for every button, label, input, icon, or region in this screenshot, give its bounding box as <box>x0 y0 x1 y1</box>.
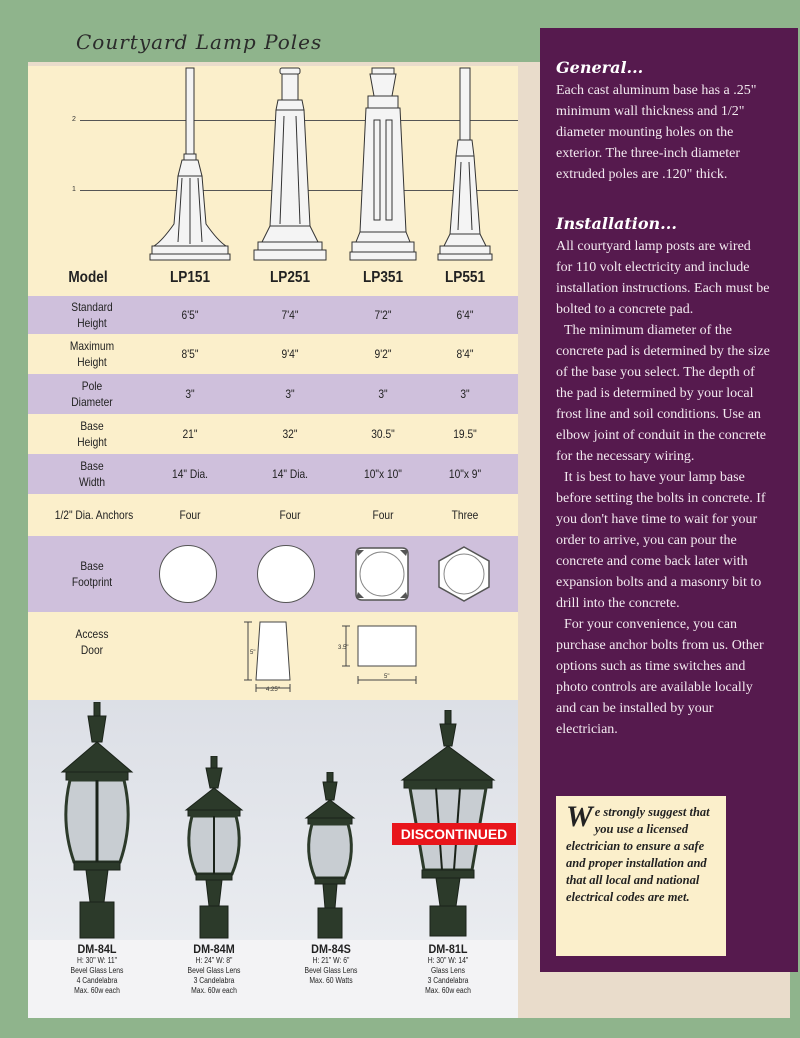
scale-label-1: 1 <box>72 186 76 193</box>
electrician-suggestion-box <box>556 796 726 956</box>
access-door-lp251-diagram <box>236 618 312 694</box>
installation-paragraph-4: For your convenience, you can purchase anchor bolts from us. Other options such as time switches and photo controls are available locally and can be installed by your electrician. <box>556 617 764 737</box>
cell: Three <box>451 508 479 522</box>
cell: 10"x 10" <box>364 467 402 481</box>
footprint-lp351 <box>352 544 412 604</box>
row-label: Standard Height <box>71 300 113 330</box>
lamp-caption-dm-84m: DM-84M H: 24" W: 8" Bevel Glass Lens 3 Candelabra Max. 60w each <box>187 942 241 995</box>
general-heading: General... <box>556 58 644 77</box>
cell: 32" <box>282 427 298 441</box>
cell: 6'5" <box>181 308 199 322</box>
row-label: Base Height <box>77 419 107 449</box>
cell: 6'4" <box>456 308 474 322</box>
row-label: Pole Diameter <box>71 379 113 409</box>
lamp-dm-84m-image <box>178 756 250 942</box>
installation-text <box>556 236 770 740</box>
row-label: Base Width <box>78 459 106 489</box>
row-label: Base Footprint <box>71 559 113 589</box>
door2-height: 3.5" <box>338 645 349 651</box>
pole-drawings <box>28 66 518 262</box>
row-label: Maximum Height <box>69 339 115 369</box>
door1-width: 4.25" <box>266 687 280 693</box>
row-base-footprint <box>28 536 518 612</box>
lamp-caption-dm-81l: DM-81L H: 30" W: 14" Glass Lens 3 Candelabra Max. 60w each <box>425 942 471 995</box>
general-paragraph: Each cast aluminum base has a .25" minimum wall thickness and 1/2" diameter mounting holes on the exterior. The three-inch diameter extruded poles are .120" thick. <box>556 83 757 182</box>
lamp-caption-dm-84s: DM-84S H: 21" W: 6" Bevel Glass Lens Max. 60 Watts <box>304 942 358 985</box>
model-lp251: LP251 <box>269 269 311 286</box>
cell: 3" <box>285 387 295 401</box>
discontinued-badge: DISCONTINUED <box>392 823 516 845</box>
model-lp351: LP351 <box>362 269 404 286</box>
cell: 8'4" <box>456 347 474 361</box>
page-title: Courtyard Lamp Poles <box>76 30 323 54</box>
lamp-caption-dm-84l: DM-84L H: 30" W: 11" Bevel Glass Lens 4 Candelabra Max. 60w each <box>70 942 124 995</box>
cell: Four <box>279 508 301 522</box>
row-label: Access Door <box>75 627 109 657</box>
suggestion-dropcap: W <box>566 800 593 833</box>
scale-label-2: 2 <box>72 116 76 123</box>
cell: 19.5" <box>453 427 477 441</box>
footprint-lp151 <box>159 545 217 603</box>
model-lp151: LP151 <box>169 269 211 286</box>
row-base-width <box>28 454 518 494</box>
lp151-pole-drawing <box>148 66 232 262</box>
lp351-pole-drawing <box>348 66 418 262</box>
row-pole-diameter <box>28 374 518 414</box>
lamp-dm-84s-image <box>300 772 360 942</box>
footprint-lp551 <box>434 544 494 604</box>
suggestion-text: e strongly suggest that you use a licensed electrician to ensure a safe and proper installation and that all local and national electrical codes are met. <box>566 805 710 904</box>
cell: 30.5" <box>371 427 395 441</box>
cell: 7'2" <box>374 308 392 322</box>
row-access-door <box>28 612 518 700</box>
spec-panel <box>28 66 518 700</box>
row-label: 1/2" Dia. Anchors <box>54 508 134 522</box>
cell: 8'5" <box>181 347 199 361</box>
bottom-green-band <box>0 1018 800 1038</box>
installation-paragraph-2: The minimum diameter of the concrete pad is determined by the size of the base you select. The depth of the pad is determined by your local frost line and soil conditions. Use an elbow joint of conduit in the concrete for the necessary wiring. <box>556 323 770 464</box>
installation-paragraph-1: All courtyard lamp posts are wired for 110 volt electricity and include installation instructions. Each must be bolted to a concrete pad. <box>556 239 770 317</box>
row-maximum-height <box>28 334 518 374</box>
left-green-band <box>0 0 28 1038</box>
row-standard-height <box>28 296 518 334</box>
cell: 3" <box>460 387 470 401</box>
cell: 10"x 9" <box>448 467 482 481</box>
installation-heading: Installation... <box>556 214 677 233</box>
cell: 14" Dia. <box>172 467 208 481</box>
cell: 21" <box>182 427 198 441</box>
cell: Four <box>372 508 394 522</box>
access-door-lp351-diagram <box>334 618 426 694</box>
row-anchors <box>28 494 518 536</box>
model-header-row <box>28 262 518 294</box>
cell: Four <box>179 508 201 522</box>
model-lp551: LP551 <box>444 269 486 286</box>
lamp-dm-84l-image <box>52 702 142 942</box>
installation-paragraph-3: It is best to have your lamp base before setting the bolts in concrete. If you don't have time to wait for your order to arrive, you can pour the concrete and come back later with expansion bolts and a masonry bit to drill into the concrete. <box>556 470 766 611</box>
cell: 9'4" <box>281 347 299 361</box>
cell: 9'2" <box>374 347 392 361</box>
general-text <box>556 80 770 185</box>
model-label: Model <box>68 269 108 286</box>
lamp-photo-panel <box>28 700 518 1018</box>
cell: 14" Dia. <box>272 467 308 481</box>
lp251-pole-drawing <box>248 66 332 262</box>
door1-height: 5" <box>250 650 256 656</box>
cell: 7'4" <box>281 308 299 322</box>
row-base-height <box>28 414 518 454</box>
cell: 3" <box>378 387 388 401</box>
footprint-lp251 <box>257 545 315 603</box>
cell: 3" <box>185 387 195 401</box>
door2-width: 5" <box>384 674 390 680</box>
lp551-pole-drawing <box>434 66 496 262</box>
